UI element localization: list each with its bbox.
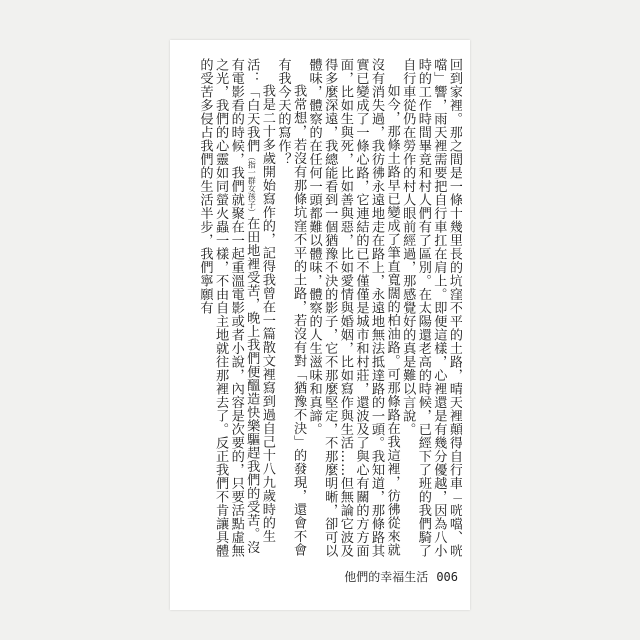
paragraph-4-continued: 在田地裡受苦，晚上我們便醞造快樂驅趕我們的受苦。沒有電影看的時候，我們就聚在一起重溫電影或者小說，內容是次要的，只要活點虛無之光，我們的心靈如同螢火蟲一樣，不由自主地就往那裡去了。反正我們不肯讓具體的受苦多侵占我們的生活半步，我們寧願有 <box>197 58 260 558</box>
inline-note: （指一群女孩子） <box>247 152 257 217</box>
paragraph-1: 回到家裡。那之間是一條十幾里長的坑窪不平的土路，晴天裡顛得自行車「咣噹、咣噹」響，雨天裡需要把自行車扛在肩上。即便這樣，心裡還是有幾分優越，因為八小時的工作時間畢竟和村人們有了區別。在太陽還老高的時候，已經下了班的我們騎了自行車從仍在勞作的村人眼前經過，那感覺好的真是難以言說。 <box>400 58 462 558</box>
paragraph-2: 如今，那條土路早已變成了筆直寬闊的柏油路。可那條路在我這裡，彷彿從來就沒有消失過，我彷彿永遠地走在路上，永遠地無法抵達路的一頭。我知道，那條路其實已變成了一條心路，它連結的已不僅僅是城市和村莊，還波及了與心有關的方方面面，比如生與死，比如善與惡，比如愛情與婚姻，比如寫作與生活……但無論它波及得多麼深遠，我總能看到一個猶豫不決的影子，它不那麼堅定，不那麼明晰，卻可以體味，體察的在任何一頭都難以體味，體察的人生滋味和真諦。 <box>306 58 400 558</box>
paragraph-4-text: 我是二十多歲開始寫作的，記得我曾在一篇散文裡寫到過自己十八九歲時的生活：「白天我們 <box>244 58 275 544</box>
paragraph-3: 我常想，若沒有那條坑窪不平的土路，若沒有對「猶豫不決」的發現，還會不會有我今天的寫作？ <box>275 58 307 557</box>
running-title: 他們的幸福生活 <box>344 570 429 584</box>
paragraph-4 <box>197 58 275 558</box>
body-text <box>178 58 462 558</box>
book-page <box>170 40 470 610</box>
page-footer <box>344 568 458 585</box>
page-number: 006 <box>436 570 458 584</box>
